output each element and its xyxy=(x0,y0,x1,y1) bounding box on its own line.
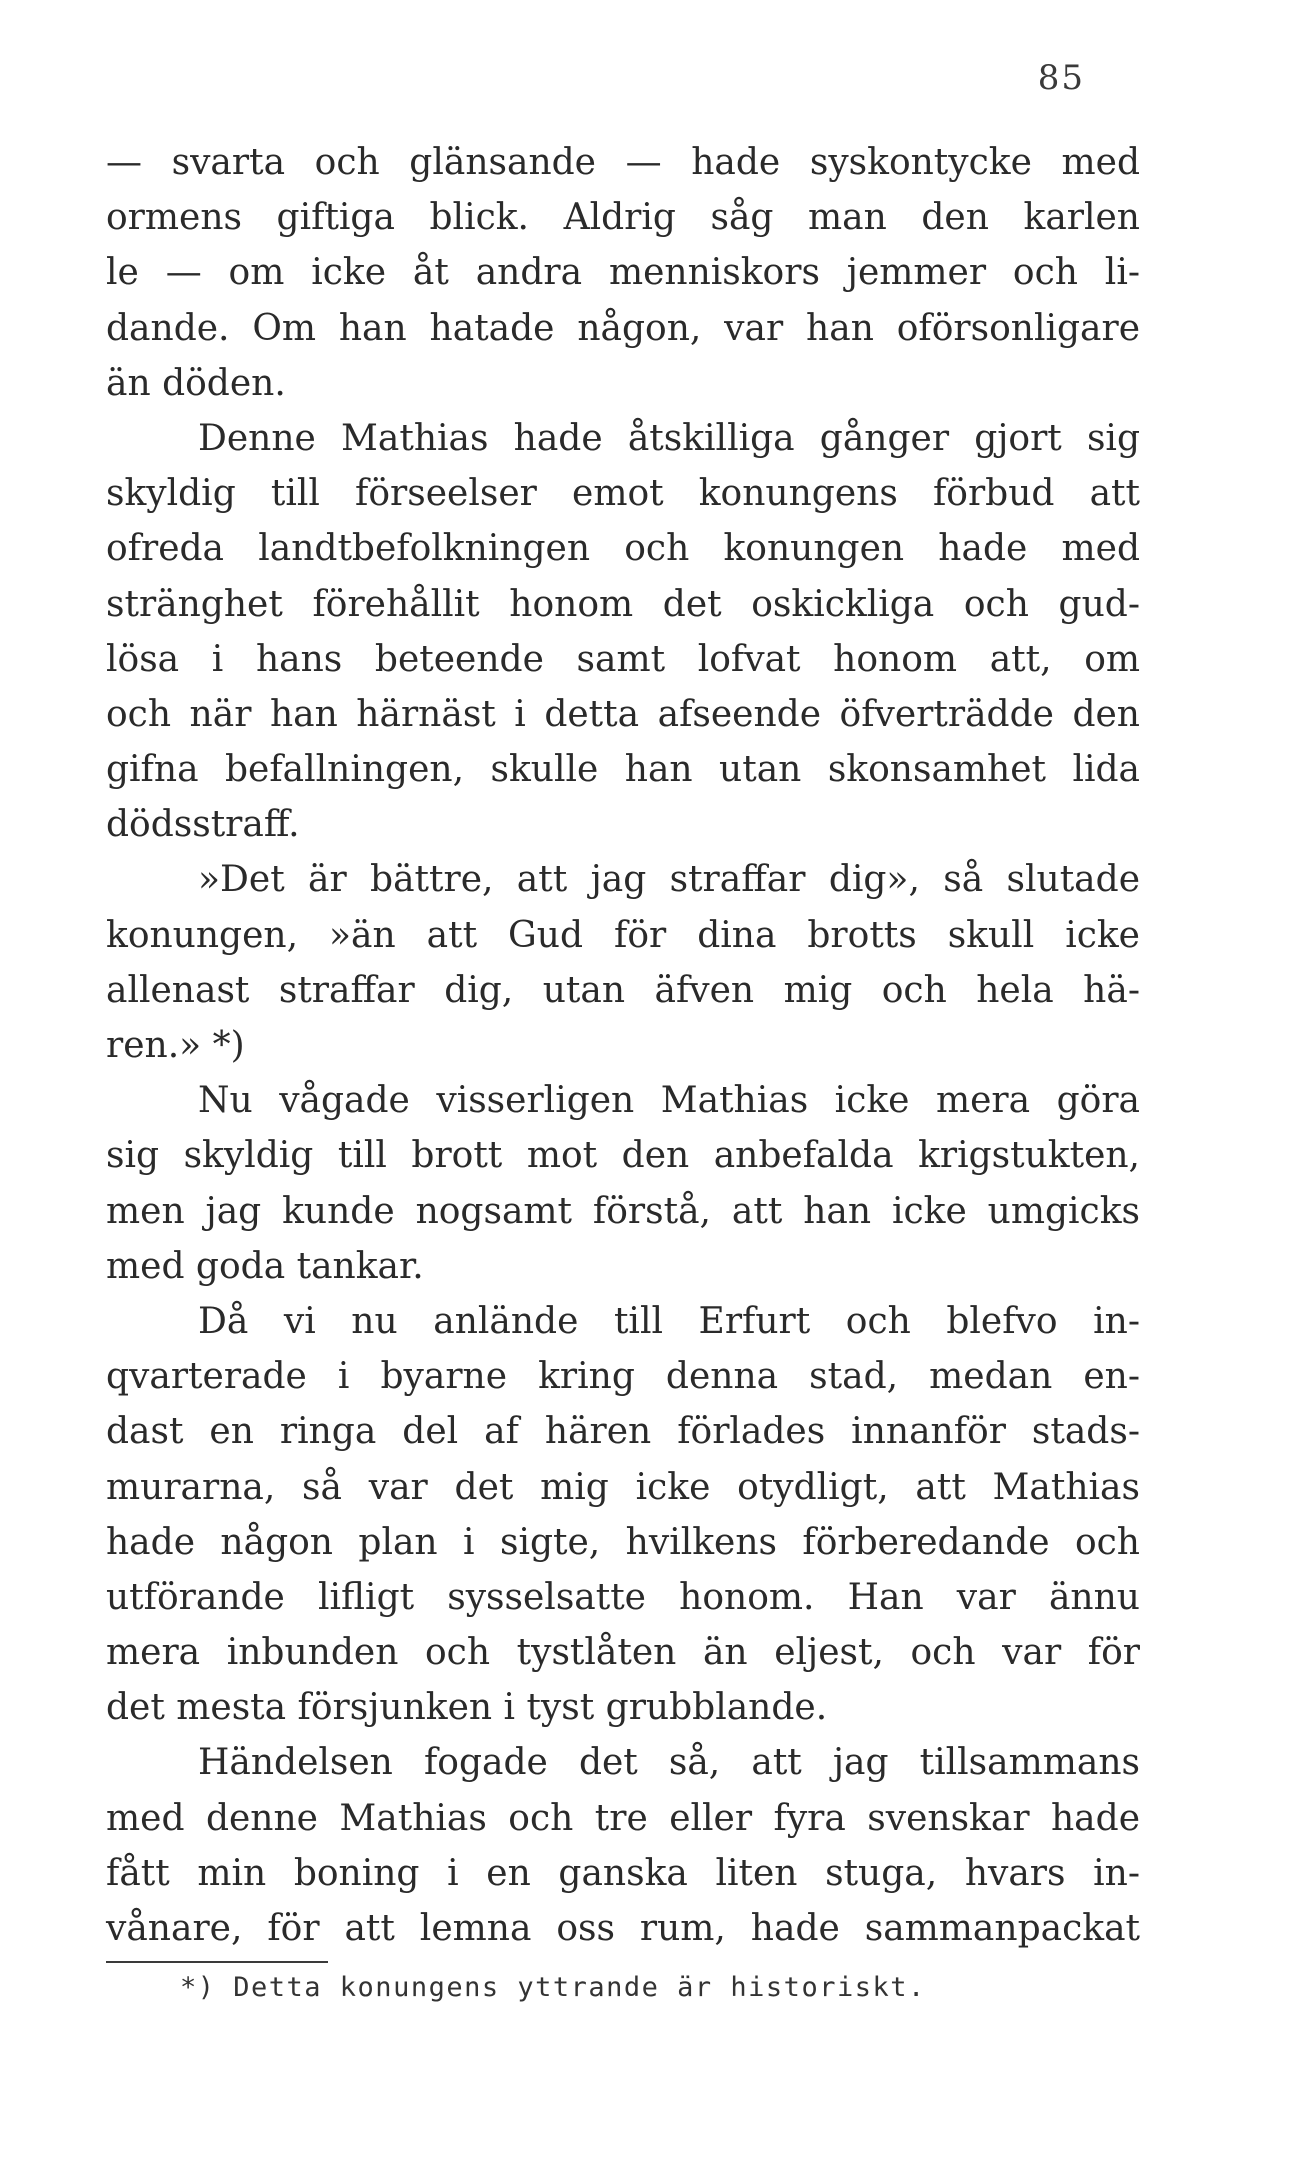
text-line: konungen, »än att Gud för dina brotts skull icke xyxy=(106,914,1140,956)
text-line-with-footnote-ref: ren.» *) xyxy=(106,1025,245,1066)
text-line: med denne Mathias och tre eller fyra svenskar hade xyxy=(106,1797,1140,1839)
text-line: dast en ringa del af hären förlades innanför stads- xyxy=(106,1411,1140,1453)
text-line: gifna befallningen, skulle han utan skonsamhet lida xyxy=(106,749,1140,791)
text-line: stränghet förehållit honom det oskickliga och gud- xyxy=(106,583,1140,625)
paragraph-start-line: »Det är bättre, att jag straffar dig», så slutade xyxy=(198,859,1140,901)
text-line: det mesta försjunken i tyst grubblande. xyxy=(106,1687,828,1729)
text-line: utförande lifligt sysselsatte honom. Han var ännu xyxy=(106,1576,1140,1618)
text-line: och när han härnäst i detta afseende öfverträdde den xyxy=(106,693,1140,735)
text-line: med goda tankar. xyxy=(106,1245,424,1287)
text-line: ofreda landtbefolkningen och konungen hade med xyxy=(106,528,1140,570)
paragraph-start-line: Nu vågade visserligen Mathias icke mera göra xyxy=(198,1080,1140,1122)
text-line: skyldig till förseelser emot konungens förbud att xyxy=(106,473,1140,515)
text-line: lösa i hans beteende samt lofvat honom att, om xyxy=(106,638,1140,680)
text-line: hade någon plan i sigte, hvilkens förberedande och xyxy=(106,1521,1140,1563)
text-line: sig skyldig till brott mot den anbefalda krigstukten, xyxy=(106,1135,1140,1177)
text-line: men jag kunde nogsamt förstå, att han icke umgicks xyxy=(106,1190,1140,1232)
paragraph-start-line: Denne Mathias hade åtskilliga gånger gjort sig xyxy=(198,417,1140,459)
text-line: qvarterade i byarne kring denna stad, medan en- xyxy=(106,1356,1140,1398)
text-line: — svarta och glänsande — hade syskontycke med xyxy=(106,142,1140,183)
text-line: mera inbunden och tystlåten än eljest, och var för xyxy=(106,1632,1140,1674)
footnote: *) Detta konungens yttrande är historiskt. xyxy=(180,1972,926,2003)
text-line: än döden. xyxy=(106,362,286,404)
text-line: dödsstraff. xyxy=(106,804,300,846)
text-line: dande. Om han hatade någon, var han oförsonligare xyxy=(106,307,1140,349)
text-line: le — om icke åt andra menniskors jemmer och li- xyxy=(106,252,1140,294)
text-line: ormens giftiga blick. Aldrig såg man den karlen xyxy=(106,197,1140,239)
paragraph-start-line: Händelsen fogade det så, att jag tillsammans xyxy=(198,1742,1140,1784)
text-line: allenast straffar dig, utan äfven mig och hela hä- xyxy=(106,969,1140,1011)
text-line: fått min boning i en ganska liten stuga, hvars in- xyxy=(106,1852,1140,1894)
footnote-divider xyxy=(106,1961,328,1963)
paragraph-start-line: Då vi nu anlände till Erfurt och blefvo in- xyxy=(198,1300,1140,1342)
body-text xyxy=(106,135,1140,1956)
text-line: murarna, så var det mig icke otydligt, att Mathias xyxy=(106,1466,1140,1508)
page-number: 85 xyxy=(1037,58,1085,98)
text-line: vånare, för att lemna oss rum, hade sammanpackat xyxy=(106,1908,1140,1949)
